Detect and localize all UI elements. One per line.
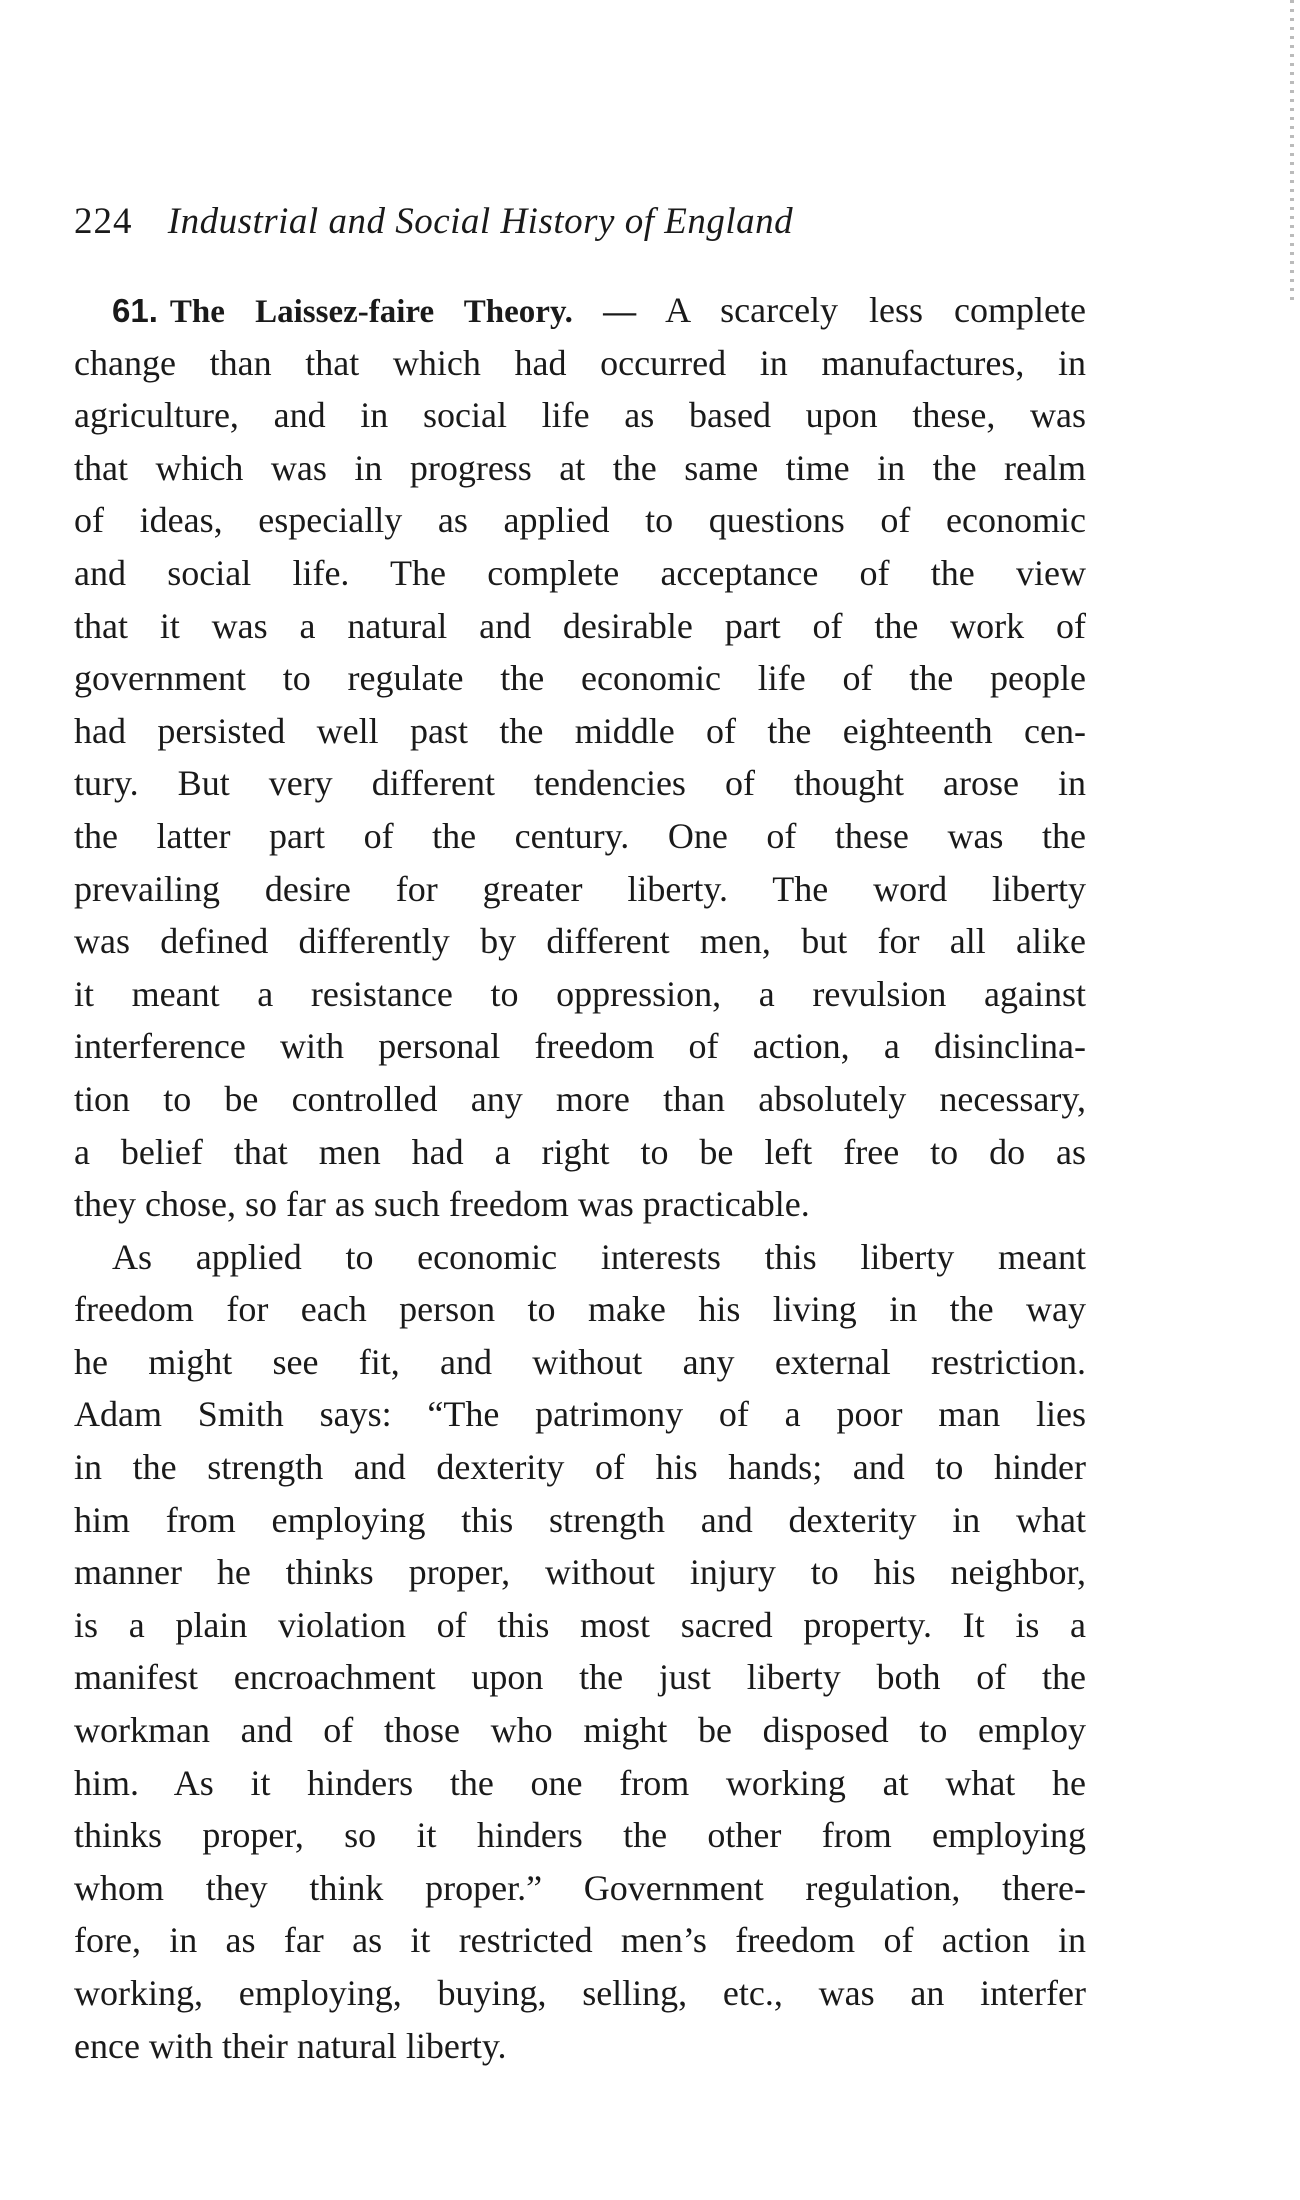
text-line: A scarcely less complete bbox=[665, 290, 1086, 330]
text-line: ence with their natural liberty. bbox=[74, 2025, 507, 2066]
text-line: agriculture, and in social life as based upon these, was bbox=[74, 395, 1086, 436]
text-line: they chose, so far as such freedom was practicable. bbox=[74, 1184, 810, 1225]
body-text bbox=[74, 284, 1086, 2072]
section-number: 61. bbox=[112, 292, 158, 329]
text-line: had persisted well past the middle of the eighteenth cen- bbox=[74, 710, 1086, 751]
text-line: interference with personal freedom of action, a disinclina- bbox=[74, 1026, 1086, 1067]
text-line: that which was in progress at the same time in the realm bbox=[74, 447, 1086, 488]
text-line: him from employing this strength and dexterity in what bbox=[74, 1499, 1086, 1540]
text-line: that it was a natural and desirable part of the work of bbox=[74, 605, 1086, 646]
text-line: tury. But very different tendencies of thought arose in bbox=[74, 763, 1086, 804]
section-heading-line bbox=[74, 284, 1086, 337]
running-head bbox=[74, 192, 1014, 252]
text-line: is a plain violation of this most sacred property. It is a bbox=[74, 1604, 1086, 1645]
page-number: 224 bbox=[74, 201, 133, 242]
text-line: and social life. The complete acceptance of the view bbox=[74, 552, 1086, 593]
text-line: the latter part of the century. One of these was the bbox=[74, 815, 1086, 856]
text-line: workman and of those who might be disposed to employ bbox=[74, 1710, 1086, 1751]
text-line: it meant a resistance to oppression, a revulsion against bbox=[74, 973, 1086, 1014]
text-line: fore, in as far as it restricted men’s freedom of action in bbox=[74, 1920, 1086, 1961]
text-line: As applied to economic interests this liberty meant bbox=[112, 1236, 1086, 1277]
text-line: a belief that men had a right to be left free to do as bbox=[74, 1131, 1086, 1172]
text-line: thinks proper, so it hinders the other from employing bbox=[74, 1815, 1086, 1856]
running-title: Industrial and Social History of England bbox=[167, 201, 794, 242]
text-line: of ideas, especially as applied to questions of economic bbox=[74, 500, 1086, 541]
text-line: prevailing desire for greater liberty. The word liberty bbox=[74, 868, 1086, 909]
text-line: he might see fit, and without any external restriction. bbox=[74, 1341, 1086, 1382]
text-line: in the strength and dexterity of his hands; and to hinder bbox=[74, 1447, 1086, 1488]
page-edge-scan-artifact bbox=[1290, 0, 1294, 300]
text-line: manner he thinks proper, without injury to his neighbor, bbox=[74, 1552, 1086, 1593]
text-line: was defined differently by different men, but for all alike bbox=[74, 921, 1086, 962]
text-line: tion to be controlled any more than absolutely necessary, bbox=[74, 1078, 1086, 1119]
text-line: Adam Smith says: “The patrimony of a poor man lies bbox=[74, 1394, 1086, 1435]
text-line: working, employing, buying, selling, etc., was an interfer bbox=[74, 1973, 1086, 2013]
text-line: manifest encroachment upon the just liberty both of the bbox=[74, 1657, 1086, 1698]
section-title: The Laissez-faire Theory. — bbox=[169, 294, 637, 330]
text-line: change than that which had occurred in manufactures, in bbox=[74, 342, 1086, 383]
text-line: freedom for each person to make his living in the way bbox=[74, 1289, 1086, 1330]
text-line: him. As it hinders the one from working at what he bbox=[74, 1762, 1086, 1803]
text-line: whom they think proper.” Government regulation, there- bbox=[74, 1867, 1086, 1908]
text-line: government to regulate the economic life of the people bbox=[74, 658, 1086, 699]
